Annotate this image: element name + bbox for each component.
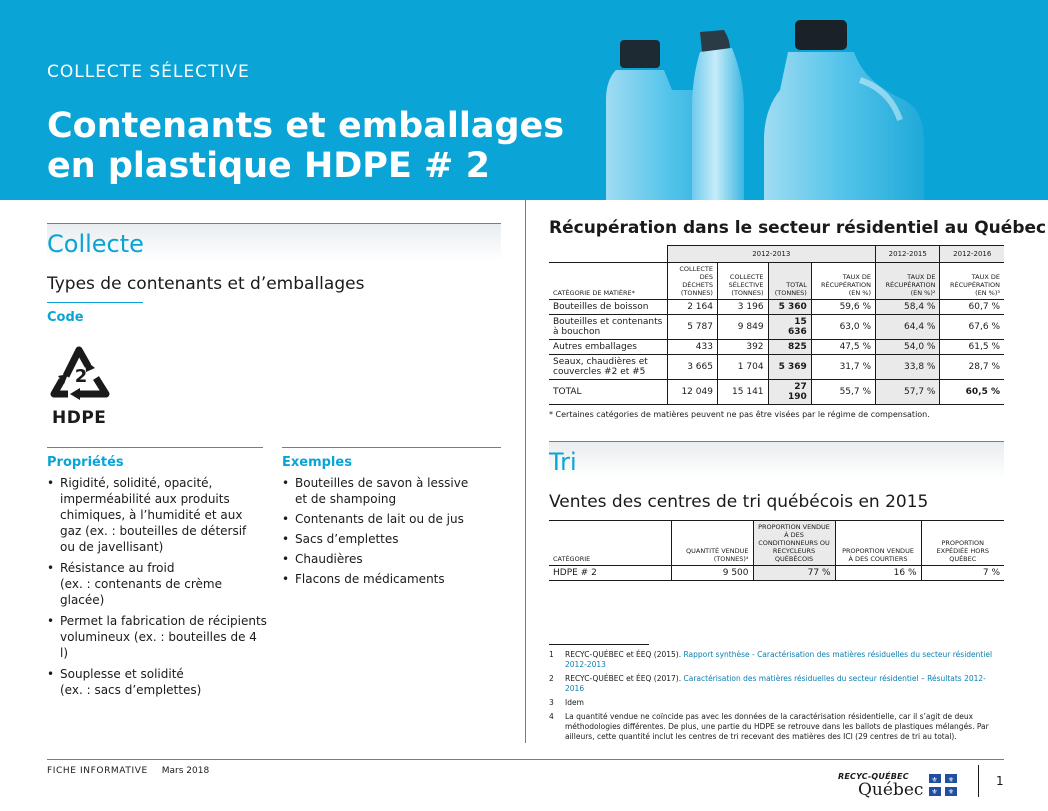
bottles-illustration [560, 20, 990, 200]
list-item-text: • Rigidité, solidité, opacité, [60, 476, 213, 490]
svg-text:⚜: ⚜ [931, 788, 938, 796]
footnote-item [549, 650, 1004, 670]
table-cell: 67,6 % [940, 315, 1004, 340]
recycle-number: 2 [74, 366, 88, 387]
table-cell: 33,8 % [876, 355, 940, 380]
list-item-text: imperméabilité aux produits [60, 492, 230, 506]
column-header: COLLECTE SÉLECTIVE (TONNES) [717, 263, 768, 300]
column-header: PROPORTION VENDUE À DES CONDITIONNEURS OU RECYCLEURS QUÉBÉCOIS [753, 521, 835, 566]
footnote-text: La quantité vendue ne coïncide pas avec les données de la caractérisation résidentielle, car il s’agit de deux méthodologies différentes. De plus, une partie du HDPE se retrouve dans les ballots de plastiques mélangés. Par ailleurs, cette quantité inclut les centres de tri recevant des matières des ICI (29 centres de tri au total). [565, 712, 989, 741]
section-collecte-title: Collecte [47, 230, 144, 258]
list-item [47, 560, 267, 608]
tri-table [549, 520, 1004, 581]
footnote-item [549, 674, 1004, 694]
svg-text:⚜: ⚜ [947, 776, 955, 784]
footnotes [549, 650, 1004, 746]
column-header: TAUX DE RÉCUPÉRATION (EN %)² [876, 263, 940, 300]
table-cell: 12 049 [667, 380, 717, 405]
table-cell: 15 141 [717, 380, 768, 405]
svg-text:⚜: ⚜ [947, 788, 955, 796]
list-item [282, 475, 502, 507]
quebec-flag-icon [929, 774, 957, 796]
quebec-logo-text: Québec [858, 780, 924, 800]
table-cell: 60,7 % [940, 300, 1004, 315]
column-divider [525, 200, 526, 743]
list-item-text: • Bouteilles de savon à lessive [295, 476, 469, 490]
table-cell: 3 665 [667, 355, 717, 380]
list-item-text: chimiques, à l’humidité et aux [60, 508, 243, 522]
column-header: TOTAL (TONNES) [768, 263, 811, 300]
table-cell: 61,5 % [940, 340, 1004, 355]
table-cell: Seaux, chaudières et couvercles #2 et #5 [549, 355, 667, 380]
list-item-text: • Flacons de médicaments [295, 572, 445, 586]
footnote-item [549, 698, 1004, 708]
table-footnote: * Certaines catégories de matières peuvent ne pas être visées par le régime de compensation. [549, 410, 930, 419]
table-total-row [549, 380, 1004, 405]
group-header: 2012-2015 [876, 246, 940, 263]
footnote-number: 4 [549, 712, 554, 721]
table-cell: Bouteilles et contenants à bouchon [549, 315, 667, 340]
table-cell: Bouteilles de boisson [549, 300, 667, 315]
tri-subtitle: Ventes des centres de tri québécois en 2015 [549, 492, 929, 512]
table-cell: 16 % [835, 566, 921, 581]
group-header: 2012-2016 [940, 246, 1004, 263]
column-header: TAUX DE RÉCUPÉRATION (EN %)³ [940, 263, 1004, 300]
footnote-text: Idem [565, 698, 584, 707]
footnote-link[interactable]: Rapport synthèse - Caractérisation des matières résiduelles du secteur résidentiel 2012-2013 [565, 650, 993, 669]
column-header: TAUX DE RÉCUPÉRATION (EN %) [811, 263, 875, 300]
list-item [47, 475, 267, 555]
recuperation-title: Récupération dans le secteur résidentiel au Québec [549, 218, 1047, 238]
table-cell: 31,7 % [811, 355, 875, 380]
list-item [282, 551, 502, 567]
divider [47, 447, 263, 448]
footnote-number: 1 [549, 650, 554, 659]
list-item [47, 666, 267, 698]
recyc-quebec-logo: RECYC-QUÉBEC [838, 772, 909, 781]
list-item [47, 613, 267, 661]
table-cell: TOTAL [549, 380, 667, 405]
list-item [282, 511, 502, 527]
table-cell: 5 360 [768, 300, 811, 315]
table-cell: 47,5 % [811, 340, 875, 355]
footnote-text: RECYC-QUÉBEC et ÉEQ (2017). [565, 674, 684, 683]
table-cell: 58,4 % [876, 300, 940, 315]
table-row [549, 355, 1004, 380]
footer-separator [978, 765, 979, 797]
column-header: QUANTITÉ VENDUE (TONNES)⁴ [671, 521, 753, 566]
list-item-text: • Permet la fabrication de récipients [60, 614, 267, 628]
list-item-text: (ex. : contenants de crème glacée) [60, 577, 222, 607]
footer-divider [47, 759, 1004, 760]
table-cell: 433 [667, 340, 717, 355]
divider [47, 302, 143, 303]
exemples-title: Exemples [282, 455, 352, 470]
list-item-text: • Sacs d’emplettes [295, 532, 399, 546]
code-name: HDPE [52, 408, 107, 428]
table-cell: 28,7 % [940, 355, 1004, 380]
table-cell: 5 787 [667, 315, 717, 340]
column-header: CATÉGORIE [549, 521, 671, 566]
exemples-list [282, 475, 502, 591]
table-cell: 54,0 % [876, 340, 940, 355]
table-cell: 55,7 % [811, 380, 875, 405]
table-cell: 5 369 [768, 355, 811, 380]
proprietes-list [47, 475, 267, 703]
table-cell: 77 % [753, 566, 835, 581]
section-tri-header [549, 441, 1004, 479]
table-cell: 60,5 % [940, 380, 1004, 405]
footnote-number: 3 [549, 698, 554, 707]
table-cell: 3 196 [717, 300, 768, 315]
table-cell: 64,4 % [876, 315, 940, 340]
table-cell: 2 164 [667, 300, 717, 315]
table-cell: 9 849 [717, 315, 768, 340]
kicker: COLLECTE SÉLECTIVE [47, 62, 250, 82]
svg-text:⚜: ⚜ [931, 776, 938, 784]
list-item-text: et de shampoing [295, 492, 397, 506]
list-item [282, 531, 502, 547]
table-row [549, 566, 1004, 581]
column-header: PROPORTION EXPÉDIÉE HORS QUÉBEC [921, 521, 1004, 566]
list-item-text: • Contenants de lait ou de jus [295, 512, 464, 526]
column-header: COLLECTE DES DÉCHETS (TONNES) [667, 263, 717, 300]
recuperation-table [549, 245, 1004, 405]
table-cell: 9 500 [671, 566, 753, 581]
list-item-text: gaz (ex. : bouteilles de détersif [60, 524, 247, 538]
section-tri-title: Tri [549, 448, 577, 476]
recycle-hdpe-icon [46, 338, 116, 404]
footer-date: Mars 2018 [161, 766, 210, 776]
list-item-text: volumineux (ex. : bouteilles de 4 l) [60, 630, 257, 660]
table-cell: 7 % [921, 566, 1004, 581]
types-title: Types de contenants et d’emballages [47, 274, 365, 294]
list-item-text: (ex. : sacs d’emplettes) [60, 683, 202, 697]
list-item-text: • Chaudières [295, 552, 363, 566]
footnote-text: RECYC-QUÉBEC et ÉEQ (2015). [565, 650, 684, 659]
footnote-link[interactable]: Caractérisation des matières résiduelles du secteur résidentiel – Résultats 2012-2016 [565, 674, 986, 693]
table-row [549, 315, 1004, 340]
table-cell: 59,6 % [811, 300, 875, 315]
table-cell: 63,0 % [811, 315, 875, 340]
table-cell: Autres emballages [549, 340, 667, 355]
footnote-item [549, 712, 1004, 742]
table-cell: 825 [768, 340, 811, 355]
table-cell: 1 704 [717, 355, 768, 380]
table-row [549, 340, 1004, 355]
table-cell: HDPE # 2 [549, 566, 671, 581]
table-row [549, 300, 1004, 315]
footer-label: FICHE INFORMATIVE Mars 2018 [47, 766, 210, 776]
page-number: 1 [996, 774, 1004, 788]
section-collecte-header [47, 223, 501, 261]
page-title: Contenants et emballages en plastique HDPE # 2 [47, 106, 565, 186]
list-item-text: ou de javellisant) [60, 540, 164, 554]
proprietes-title: Propriétés [47, 455, 124, 470]
group-header: 2012-2013 [667, 246, 876, 263]
list-item-text: • Souplesse et solidité [60, 667, 184, 681]
list-item [282, 571, 502, 587]
list-item-text: • Résistance au froid [60, 561, 175, 575]
table-cell: 392 [717, 340, 768, 355]
notes-divider [549, 644, 649, 645]
code-label: Code [47, 310, 84, 325]
table-cell: 15 636 [768, 315, 811, 340]
divider [282, 447, 501, 448]
table-corner [549, 246, 667, 263]
footnote-number: 2 [549, 674, 554, 683]
hero-banner [0, 0, 1048, 200]
column-header: CATÉGORIE DE MATIÈRE* [549, 263, 667, 300]
table-cell: 57,7 % [876, 380, 940, 405]
table-cell: 27 190 [768, 380, 811, 405]
column-header: PROPORTION VENDUE À DES COURTIERS [835, 521, 921, 566]
